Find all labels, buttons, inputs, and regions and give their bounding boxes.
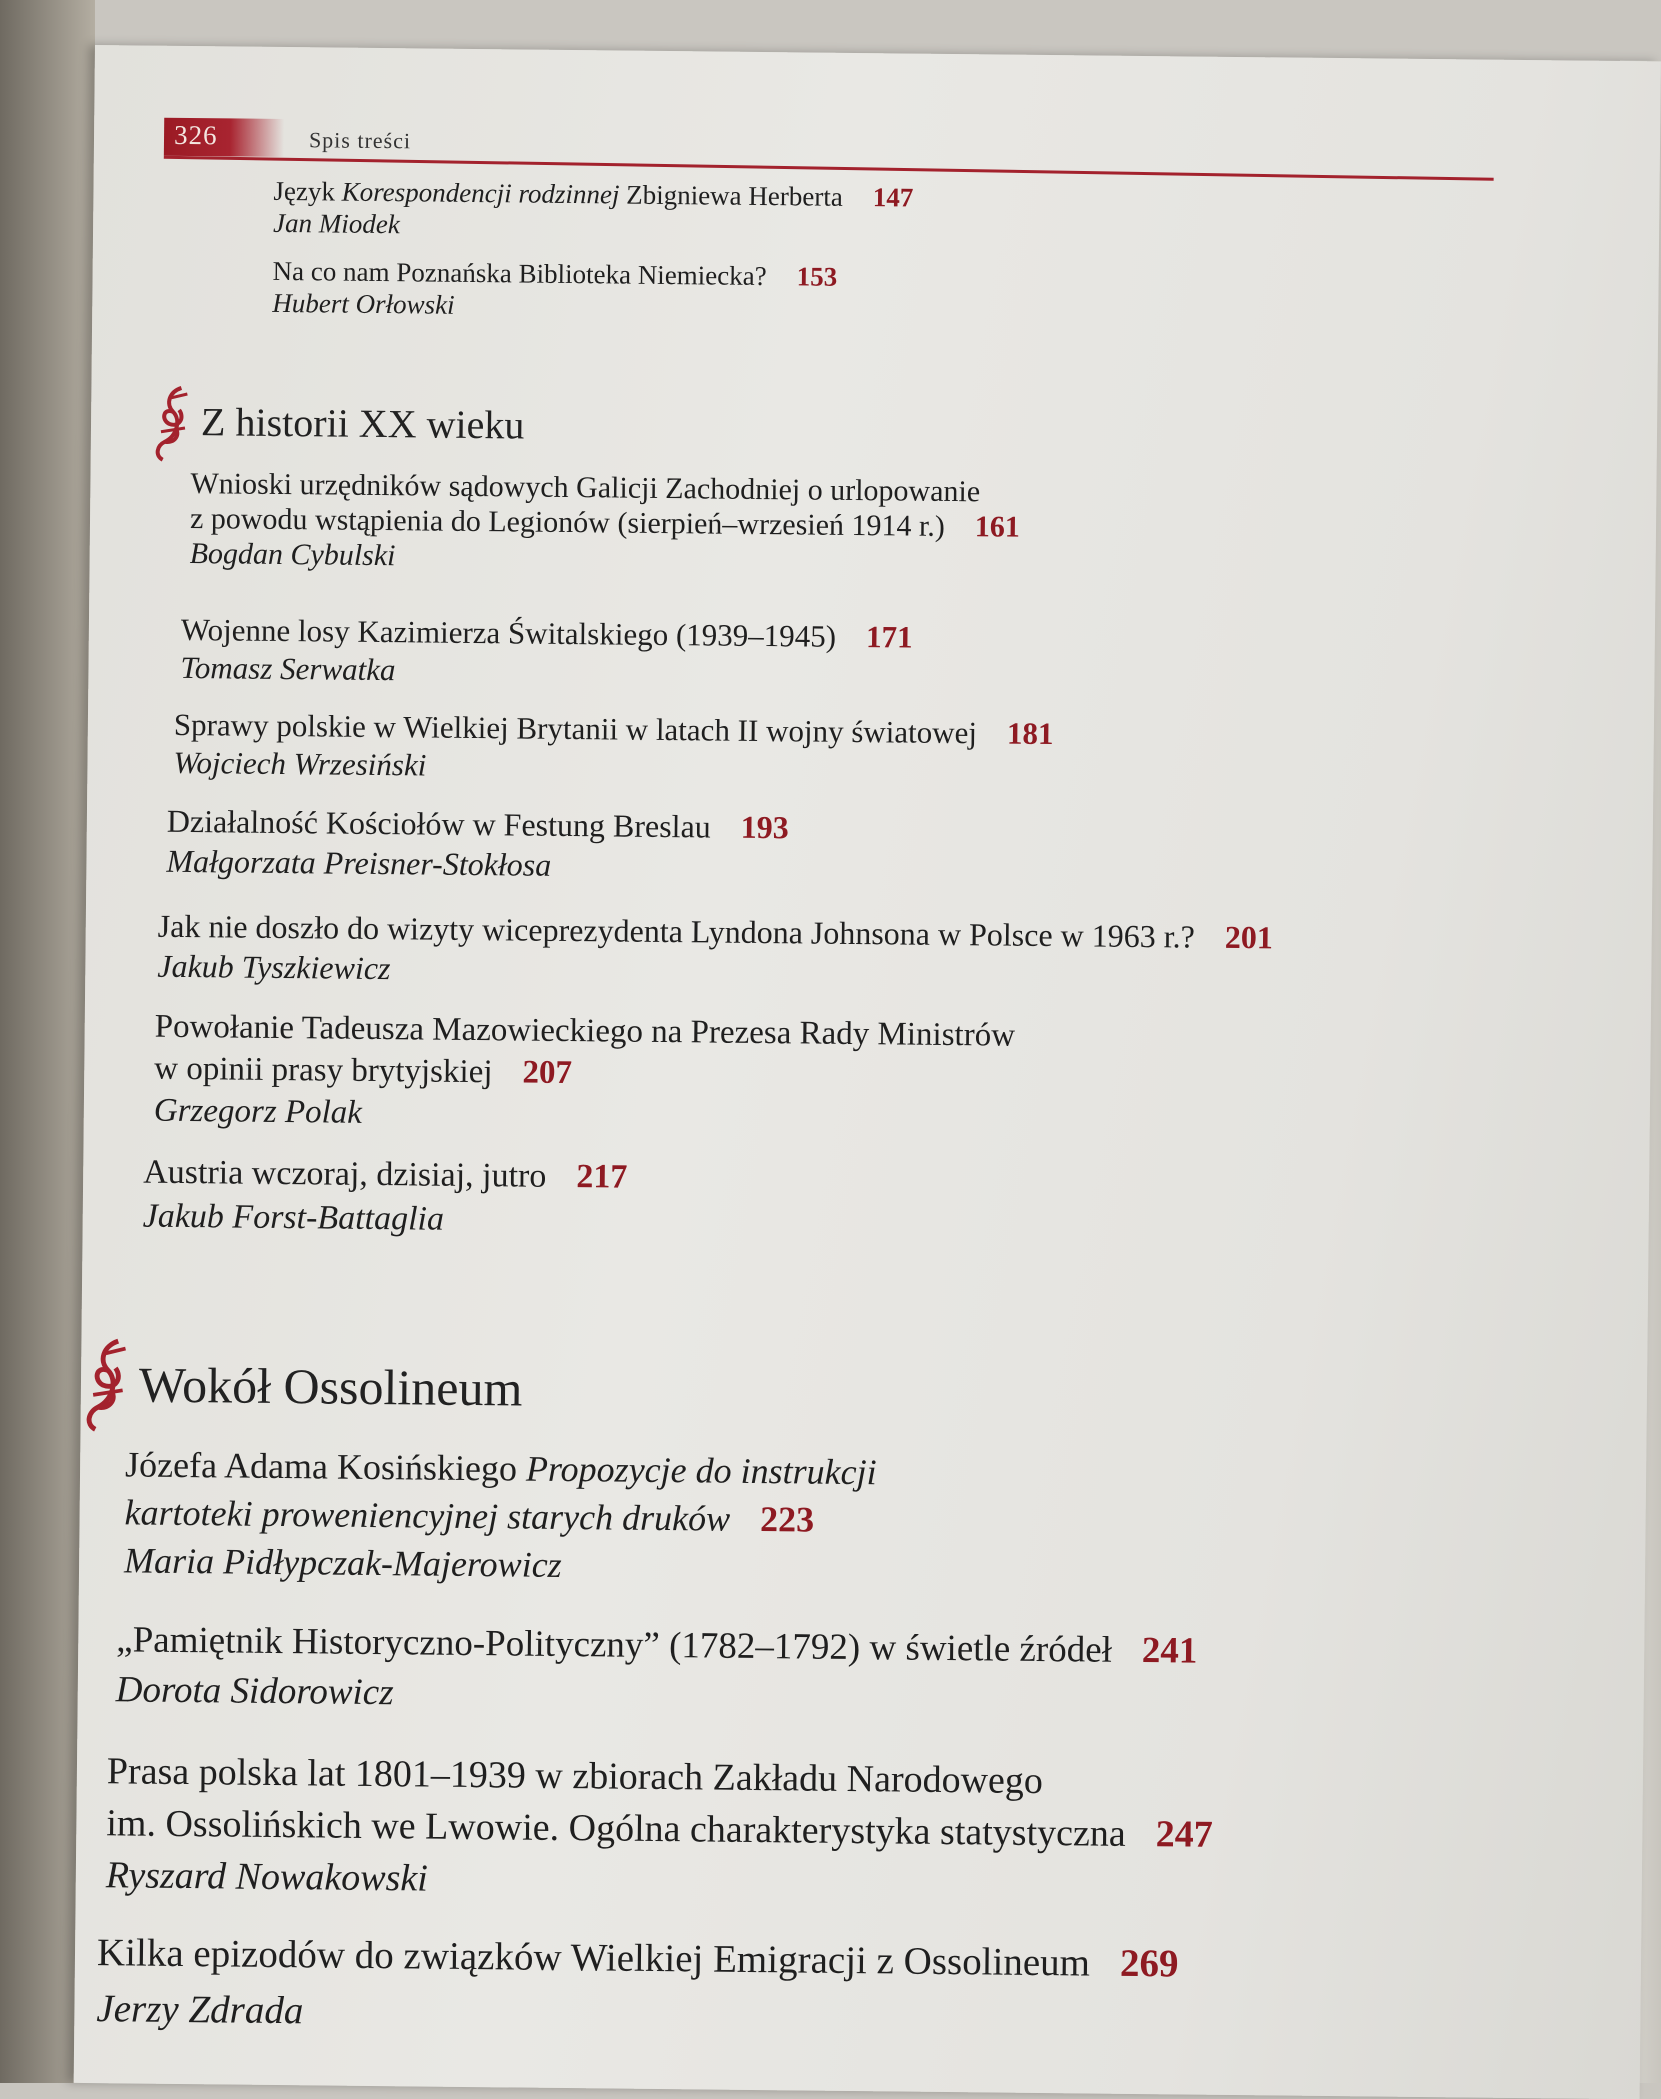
entry-author: Jakub Tyszkiewicz xyxy=(157,947,391,987)
entry-author: Jakub Forst-Battaglia xyxy=(142,1197,445,1238)
toc-entry[interactable]: Działalność Kościołów w Festung Breslau 193 Małgorzata Preisner-Stokłosa xyxy=(166,801,789,888)
entry-author: Ryszard Nowakowski xyxy=(105,1854,429,1900)
entry-page: 241 xyxy=(1141,1630,1198,1672)
entry-page: 217 xyxy=(576,1158,628,1196)
toc-entry[interactable]: „Pamiętnik Historyczno-Polityczny” (1782–1792) w świetle źródeł 241 Dorota Sidorowicz xyxy=(116,1615,1198,1726)
entry-author: Dorota Sidorowicz xyxy=(115,1669,394,1714)
entry-page: 269 xyxy=(1119,1941,1179,1986)
running-title: Spis treści xyxy=(308,127,412,154)
entry-page: 201 xyxy=(1224,918,1274,956)
toc-entry[interactable]: Wojenne losy Kazimierza Świtalskiego (1939–1945) 171 Tomasz Serwatka xyxy=(180,611,913,695)
entry-page: 193 xyxy=(740,808,789,846)
entry-page: 153 xyxy=(796,261,838,292)
entry-author: Jan Miodek xyxy=(272,207,401,240)
toc-entry[interactable]: Wnioski urzędników sądowych Galicji Zachodniej o urlopowanie z powodu wstąpienia do Legionów (sierpień–wrzesień 1914 r.) 161 Bogdan Cybulski xyxy=(189,466,1020,580)
entry-title: Na co nam Poznańska Biblioteka Niemiecka? 153 xyxy=(272,255,838,292)
page-header xyxy=(164,118,1494,172)
section-ornament-icon xyxy=(80,1335,135,1436)
entry-author: Wojciech Wrzesiński xyxy=(173,744,427,783)
entry-page: 147 xyxy=(872,182,914,213)
entry-author: Małgorzata Preisner-Stokłosa xyxy=(166,842,552,883)
toc-entry[interactable] xyxy=(273,175,914,246)
entry-page: 223 xyxy=(759,1499,815,1540)
entry-page: 181 xyxy=(1006,715,1054,752)
entry-author: Tomasz Serwatka xyxy=(180,649,396,688)
entry-author: Hubert Orłowski xyxy=(272,287,455,320)
entry-page: 247 xyxy=(1155,1813,1213,1856)
toc-entry[interactable]: Kilka epizodów do związków Wielkiej Emigracji z Ossolineum 269 Jerzy Zdrada xyxy=(96,1925,1179,2048)
section-title: Wokół Ossolineum xyxy=(138,1356,523,1417)
toc-entry[interactable]: Józefa Adama Kosińskiego Propozycje do instrukcji kartoteki proweniencyjnej starych druków 223 Maria Pidłypczak-Majerowicz xyxy=(124,1440,877,1592)
entry-author: Grzegorz Polak xyxy=(153,1092,363,1131)
page-number-box xyxy=(164,118,284,157)
toc-entry[interactable] xyxy=(272,255,837,325)
toc-entry[interactable]: Austria wczoraj, dzisiaj, jutro 217 Jakub Forst-Battaglia xyxy=(143,1151,628,1244)
entry-title: Język Korespondencji rodzinnej Zbigniewa Herberta 147 xyxy=(273,175,914,213)
entry-author: Bogdan Cybulski xyxy=(189,537,396,573)
entry-page: 161 xyxy=(974,510,1020,544)
page-number: 326 xyxy=(173,119,218,151)
toc-entry[interactable]: Jak nie doszło do wizyty wiceprezydenta Lyndona Johnsona w Polsce w 1963 r.? 201 Jakub Tyszkiewicz xyxy=(157,906,1273,998)
entry-author: Jerzy Zdrada xyxy=(96,1987,304,2033)
book-page xyxy=(74,45,1661,2099)
toc-entry[interactable]: Powołanie Tadeusza Mazowieckiego na Prezesa Rady Ministrów w opinii prasy brytyjskiej 207 Grzegorz Polak xyxy=(154,1006,1016,1141)
entry-page: 171 xyxy=(865,619,913,655)
toc-entry[interactable]: Sprawy polskie w Wielkiej Brytanii w latach II wojny światowej 181 Wojciech Wrzesiński xyxy=(173,706,1053,791)
entry-page: 207 xyxy=(522,1054,573,1092)
section-ornament-icon xyxy=(151,384,196,464)
entry-author: Maria Pidłypczak-Majerowicz xyxy=(123,1540,562,1585)
section-title: Z historii XX wieku xyxy=(200,399,525,448)
toc-entry[interactable]: Prasa polska lat 1801–1939 w zbiorach Zakładu Narodowego im. Ossolińskich we Lwowie. Ogólna charakterystyka statystyczna 247 Ryszard Nowakowski xyxy=(106,1745,1214,1913)
